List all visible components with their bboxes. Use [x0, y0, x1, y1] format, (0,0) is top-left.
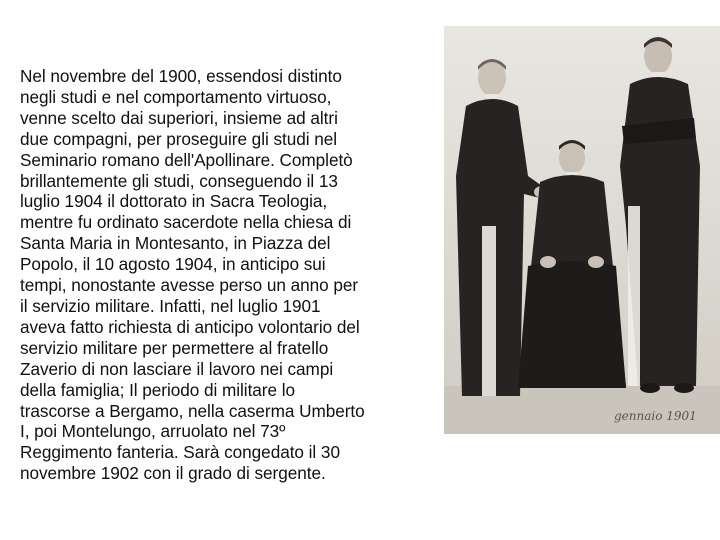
handwritten-caption: gennaio 1901	[614, 409, 697, 423]
historical-photo	[444, 26, 720, 434]
right-seminarian	[620, 37, 700, 393]
three-seminarians-illustration	[444, 26, 720, 434]
seated-seminarian	[518, 140, 626, 388]
body-text: Nel novembre del 1900, essendosi distinto negli studi e nel comportamento virtuoso, venne scelto dai superiori, insieme ad altri due compagni, per proseguire gli studi nel Seminario romano dell'Apollinare. Completò brillantemente gli studi, conseguendo il 13 luglio 1904 il dottorato in Sacra Teologia, mentre fu ordinato sacerdote nella chiesa di Santa Maria in Montesanto, in Piazza del Popolo, il 10 agosto 1904, in anticipo sui tempi, nonostante avesse perso un anno per il servizio militare. Infatti, nel luglio 1901 aveva fatto richiesta di anticipo volontario del servizio militare per permettere al fratello Zaverio di non lasciare il lavoro nei campi della famiglia; Il periodo di militare lo trascorse a Bergamo, nella caserma Umberto I, poi Montelungo, arruolato nel 73º Reggimento fanteria. Sarà congedato il 30 novembre 1902 con il grado di sergente.	[20, 66, 365, 484]
